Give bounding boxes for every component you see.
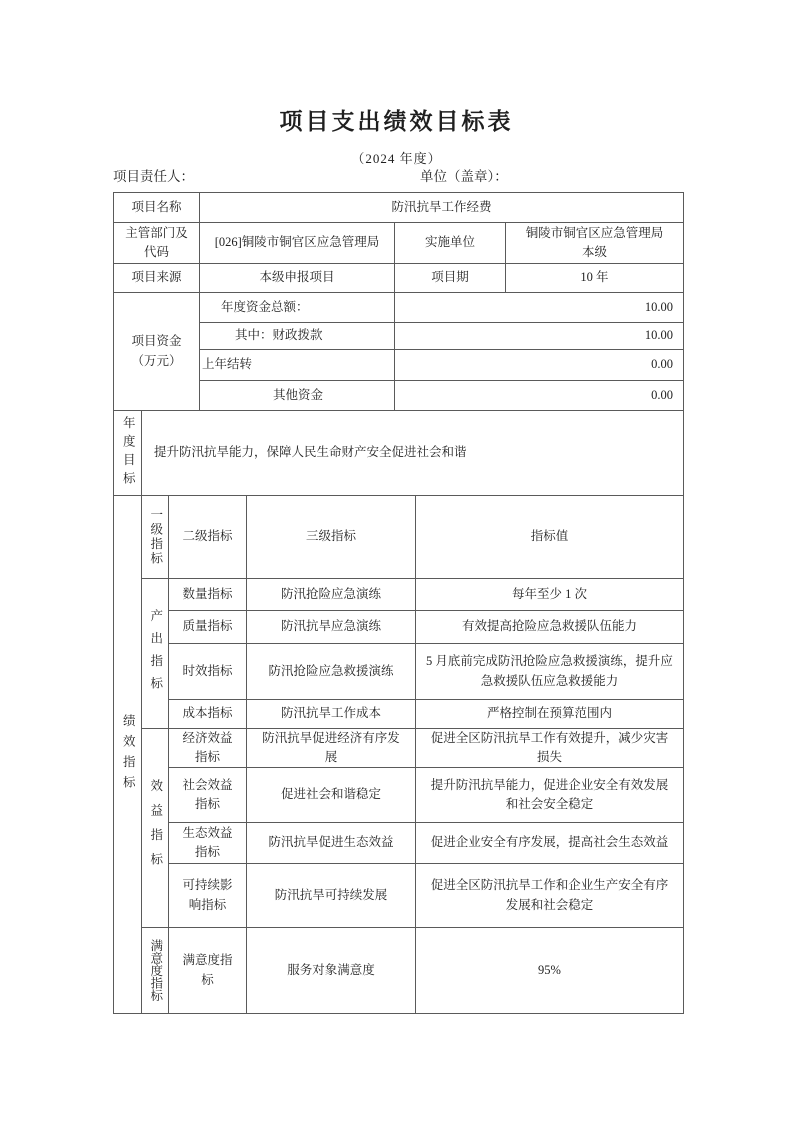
funding-fiscal-label: 其中：财政拨款 [200, 323, 395, 350]
header-level1: 一级指标 [142, 496, 169, 579]
project-source-value: 本级申报项目 [200, 264, 395, 293]
indicator-row-value: 每年至少 1 次 [416, 579, 684, 611]
responsible-person-label: 项目责任人： [113, 169, 194, 184]
indicator-row-level3: 防汛抗旱可持续发展 [247, 864, 416, 928]
indicator-row-level2: 数量指标 [169, 579, 247, 611]
indicator-row-value: 有效提高抢险应急救援队伍能力 [416, 611, 684, 644]
indicator-row-value: 95% [416, 928, 684, 1014]
indicator-row-level2: 经济效益指标 [169, 729, 247, 768]
annual-goal-label: 年度目标 [114, 411, 142, 496]
indicator-row-level3: 防汛抗旱应急演练 [247, 611, 416, 644]
funding-label-line1: 项目资金 [131, 334, 182, 349]
indicator-row-level2: 可持续影响指标 [169, 864, 247, 928]
annual-goal-text: 提升防汛抗旱能力，保障人民生命财产安全促进社会和谐 [142, 411, 684, 496]
indicator-row-level2: 成本指标 [169, 700, 247, 729]
indicator-row-value: 严格控制在预算范围内 [416, 700, 684, 729]
indicator-row-level3: 促进社会和谐稳定 [247, 768, 416, 823]
indicator-row-level3: 防汛抗旱促进生态效益 [247, 823, 416, 864]
performance-target-table [113, 192, 684, 1014]
header-level3: 三级指标 [247, 496, 416, 579]
project-period-value: 10 年 [506, 264, 684, 293]
output-group-label: 产出指标 [142, 579, 169, 729]
indicator-row-level3: 防汛抢险应急演练 [247, 579, 416, 611]
indicator-row-level2: 质量指标 [169, 611, 247, 644]
indicator-row-level3: 服务对象满意度 [247, 928, 416, 1014]
project-name-label: 项目名称 [114, 193, 200, 223]
funding-other-label: 其他资金 [200, 381, 395, 411]
document-title: 项目支出绩效目标表 [279, 108, 514, 134]
funding-label-line2: （万元） [131, 353, 182, 368]
project-name-value: 防汛抗旱工作经费 [200, 193, 684, 223]
benefit-group-label: 效益指标 [142, 729, 169, 928]
funding-carryover-label: 上年结转 [200, 350, 395, 381]
funding-total-value: 10.00 [395, 293, 684, 323]
indicator-row-level3: 防汛抗旱促进经济有序发展 [247, 729, 416, 768]
indicator-row-level3: 防汛抗旱工作成本 [247, 700, 416, 729]
indicator-row-level2: 时效指标 [169, 644, 247, 700]
indicator-row-value: 提升防汛抗旱能力，促进企业安全有效发展和社会安全稳定 [416, 768, 684, 823]
indicator-row-value: 5 月底前完成防汛抢险应急救援演练，提升应急救援队伍应急救援能力 [416, 644, 684, 700]
indicator-row-level3: 防汛抢险应急救援演练 [247, 644, 416, 700]
project-source-label: 项目来源 [114, 264, 200, 293]
indicator-row-level2: 满意度指标 [169, 928, 247, 1014]
indicator-row-level2: 社会效益指标 [169, 768, 247, 823]
satisfaction-group-label: 满意度指标 [142, 928, 169, 1014]
document-year: （2024 年度） [351, 151, 442, 166]
unit-seal-label: 单位（盖章）： [420, 169, 508, 184]
indicator-row-value: 促进全区防汛抗旱工作有效提升，减少灾害损失 [416, 729, 684, 768]
funding-fiscal-value: 10.00 [395, 323, 684, 350]
funding-total-label: 年度资金总额： [200, 293, 395, 323]
project-funding-label [114, 293, 200, 411]
dept-code-label: 主管部门及代码 [114, 223, 200, 264]
header-level2: 二级指标 [169, 496, 247, 579]
indicator-row-value: 促进企业安全有序发展，提高社会生态效益 [416, 823, 684, 864]
header-value: 指标值 [416, 496, 684, 579]
impl-unit-label: 实施单位 [395, 223, 506, 264]
indicator-row-level2: 生态效益指标 [169, 823, 247, 864]
impl-unit-value [506, 223, 684, 264]
indicator-row-value: 促进全区防汛抗旱工作和企业生产安全有序发展和社会稳定 [416, 864, 684, 928]
funding-carryover-value: 0.00 [395, 350, 684, 381]
impl-unit-text: 铜陵市铜官区应急管理局本级 [525, 225, 664, 259]
funding-other-value: 0.00 [395, 381, 684, 411]
project-period-label: 项目期 [395, 264, 506, 293]
performance-indicators-label: 绩效指标 [114, 496, 142, 1014]
dept-code-value: [026]铜陵市铜官区应急管理局 [200, 223, 395, 264]
